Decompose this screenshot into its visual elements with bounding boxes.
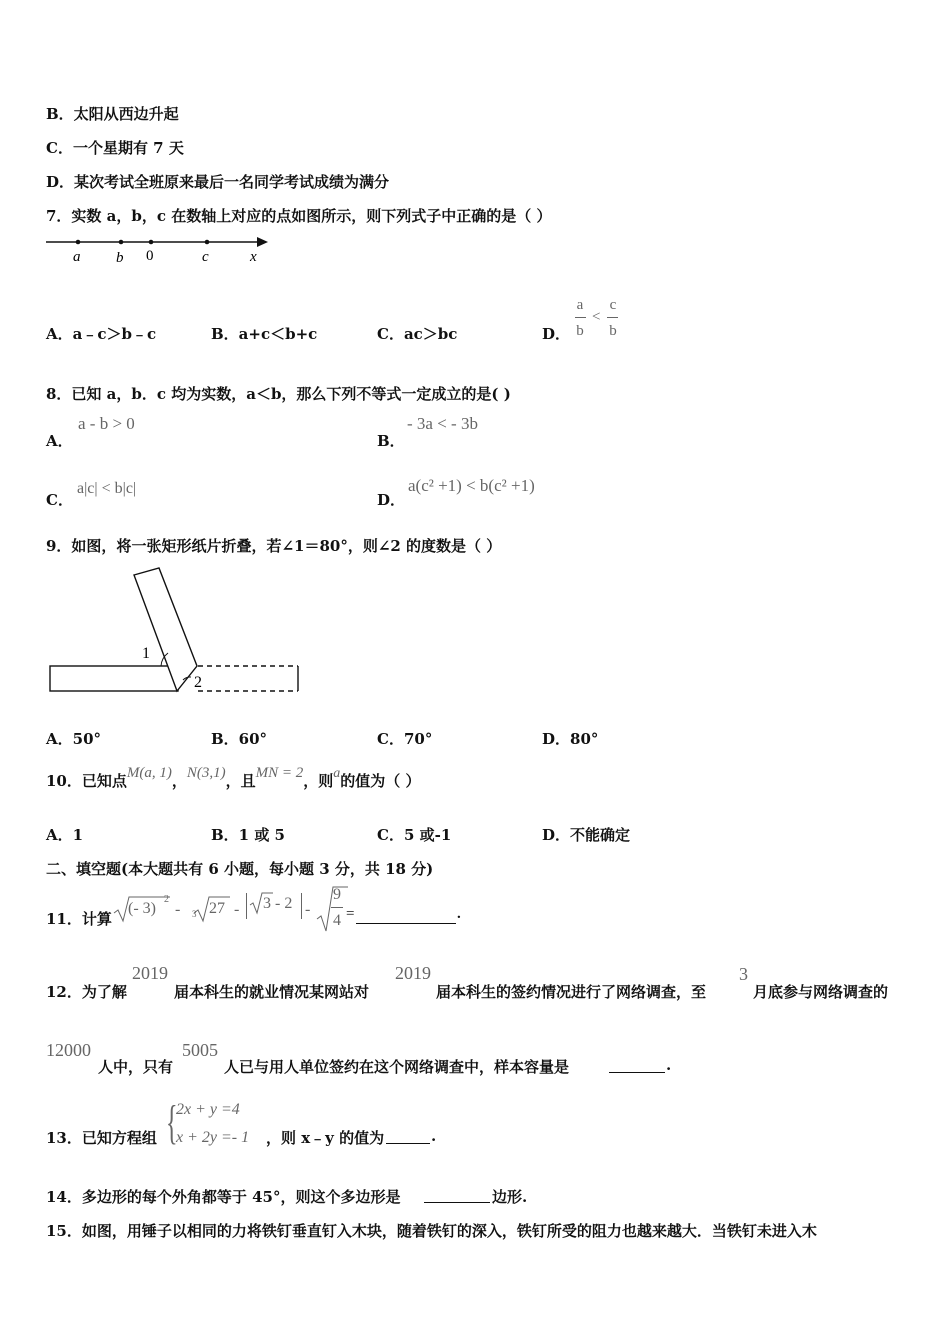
q6-option-b: B．太阳从西边升起 [46, 105, 179, 123]
q12-p2: 届本科生的就业情况某网站对 [174, 983, 370, 1001]
folded-paper-figure [46, 565, 306, 695]
q8-option-d-label: D． [377, 491, 406, 509]
q12-p6: 人已与用人单位签约在这个网络调查中，样本容量是 [224, 1058, 570, 1076]
label-a: a [73, 249, 81, 265]
q8-option-c-label: C． [46, 491, 73, 509]
section-2-title: 二、填空题(本大题共有 6 小题，每小题 3 分，共 18 分) [46, 860, 434, 878]
frac2-den: b [609, 323, 617, 339]
point-a [76, 240, 81, 245]
q14-answer-blank [424, 1186, 490, 1203]
q6-option-c: C．一个星期有 7 天 [46, 139, 184, 157]
q11-term3: 3 - 2 [263, 895, 293, 912]
q7-option-a: A．a﹣c＞b﹣c [46, 325, 157, 343]
q11-answer-blank [356, 907, 456, 924]
q10-distance: MN = 2 [255, 765, 304, 781]
paper-folded-part [134, 568, 197, 691]
q8-option-a-label: A． [46, 432, 73, 450]
q7-stem: 7．实数 a，b，c 在数轴上对应的点如图所示，则下列式子中正确的是（ ） [46, 207, 552, 225]
q10-point-n: N(3,1) [186, 765, 226, 781]
q11-frac-num: 9 [333, 886, 341, 903]
label-zero: 0 [146, 248, 154, 264]
q12-p4: 月底参与网络调查的 [753, 983, 889, 1001]
frac1-den: b [576, 323, 584, 339]
q11-minus3: - [305, 901, 311, 918]
q12-end: . [666, 1056, 672, 1074]
number-line-arrow [257, 237, 268, 247]
q10-stem-pre: 10．已知点 [46, 772, 127, 790]
q10-mid: ，且 [225, 772, 256, 790]
label-x: x [250, 249, 257, 265]
q14-pre: 14．多边形的每个外角都等于 45°，则这个多边形是 [46, 1188, 401, 1206]
q12-p5: 人中，只有 [98, 1058, 174, 1076]
q13-eq2: x + 2y =- 1 [176, 1129, 250, 1146]
q11-end: . [457, 906, 461, 922]
q8-option-b-label: B． [377, 432, 405, 450]
q10-sep: ， [171, 772, 187, 790]
q10-end: 的值为（ ） [340, 772, 421, 790]
q10-option-a: A．1 [46, 826, 84, 844]
q10-point-m: M(a, 1) [126, 765, 172, 781]
q11-eq: = [346, 906, 355, 922]
angle2-label: 2 [194, 674, 202, 691]
q8-option-d-formula: a(c² +1) < b(c² +1) [408, 476, 535, 495]
q11-term1-exp: 2 [164, 894, 169, 905]
q11-pre: 11．计算 [46, 910, 112, 928]
point-b [119, 240, 124, 245]
q11-term2: 27 [209, 900, 225, 917]
number-line-figure [44, 232, 274, 268]
q13-mid: ，则 x﹣y 的值为 [266, 1129, 385, 1147]
q10-option-b: B．1 或 5 [211, 826, 285, 844]
q10-option-d: D．不能确定 [542, 826, 631, 844]
q11-formula [112, 885, 472, 935]
q7-option-b: B．a+c＜b+c [211, 325, 318, 343]
q7-option-d-label: D． [542, 325, 571, 343]
q13-brace: { [166, 1096, 178, 1149]
q9-option-d: D．80° [542, 730, 599, 748]
q11-cbrt-index: 3 [192, 909, 197, 919]
q15-text: 15．如图，用锤子以相同的力将铁钉垂直钉入木块，随着铁钉的深入，铁钉所受的阻力也越来越大．当铁钉未进入木 [46, 1222, 817, 1240]
paper-strip-left [50, 666, 178, 691]
q11-sqrt4-sign [315, 885, 349, 935]
frac2-num: c [609, 297, 617, 313]
q9-stem: 9．如图，将一张矩形纸片折叠，若∠1＝80°，则∠2 的度数是（ ） [46, 537, 502, 555]
q9-option-c: C．70° [377, 730, 433, 748]
q11-frac-den: 4 [333, 912, 341, 929]
label-b: b [116, 250, 124, 266]
q11-minus1: - [175, 901, 181, 918]
q8-option-b-formula: - 3a < - 3b [407, 414, 478, 433]
q11-term1: (- 3) [128, 900, 156, 917]
point-c [205, 240, 210, 245]
q9-option-a: A．50° [46, 730, 102, 748]
q13-answer-blank [386, 1127, 430, 1144]
q12-month: 3 [739, 964, 748, 984]
q6-option-d: D．某次考试全班原来最后一名同学考试成绩为满分 [46, 173, 390, 191]
q13-pre: 13．已知方程组 [46, 1129, 157, 1147]
q12-signed: 5005 [182, 1040, 218, 1060]
q12-p3: 届本科生的签约情况进行了网络调查，至 [436, 983, 707, 1001]
point-zero [149, 240, 154, 245]
q8-option-a-formula: a - b > 0 [78, 414, 135, 433]
q12-answer-blank [609, 1056, 665, 1073]
q12-year2: 2019 [395, 963, 431, 983]
label-c: c [202, 249, 209, 265]
q9-option-b: B．60° [211, 730, 268, 748]
q14-end: 边形. [492, 1188, 528, 1206]
q13-eq1: 2x + y =4 [176, 1101, 240, 1118]
frac1-num: a [576, 297, 584, 313]
q8-stem: 8．已知 a，b．c 均为实数，a＜b，那么下列不等式一定成立的是( ) [46, 385, 511, 403]
frac-op: < [592, 309, 601, 325]
q11-minus2: - [234, 901, 240, 918]
q12-total: 12000 [46, 1040, 91, 1060]
q7-option-c: C．ac＞bc [377, 325, 458, 343]
q10-option-c: C．5 或-1 [377, 826, 452, 844]
q10-then: ，则 [303, 772, 334, 790]
q12-p1: 12．为了解 [46, 983, 127, 1001]
q7-option-d-formula [575, 297, 625, 347]
q10-var-a: a [333, 766, 341, 781]
q10-stem [46, 765, 421, 791]
q12-year1: 2019 [132, 963, 168, 983]
q8-option-c-formula: a|c| < b|c| [77, 480, 137, 497]
angle1-label: 1 [142, 645, 150, 662]
q13-end: . [431, 1127, 437, 1145]
